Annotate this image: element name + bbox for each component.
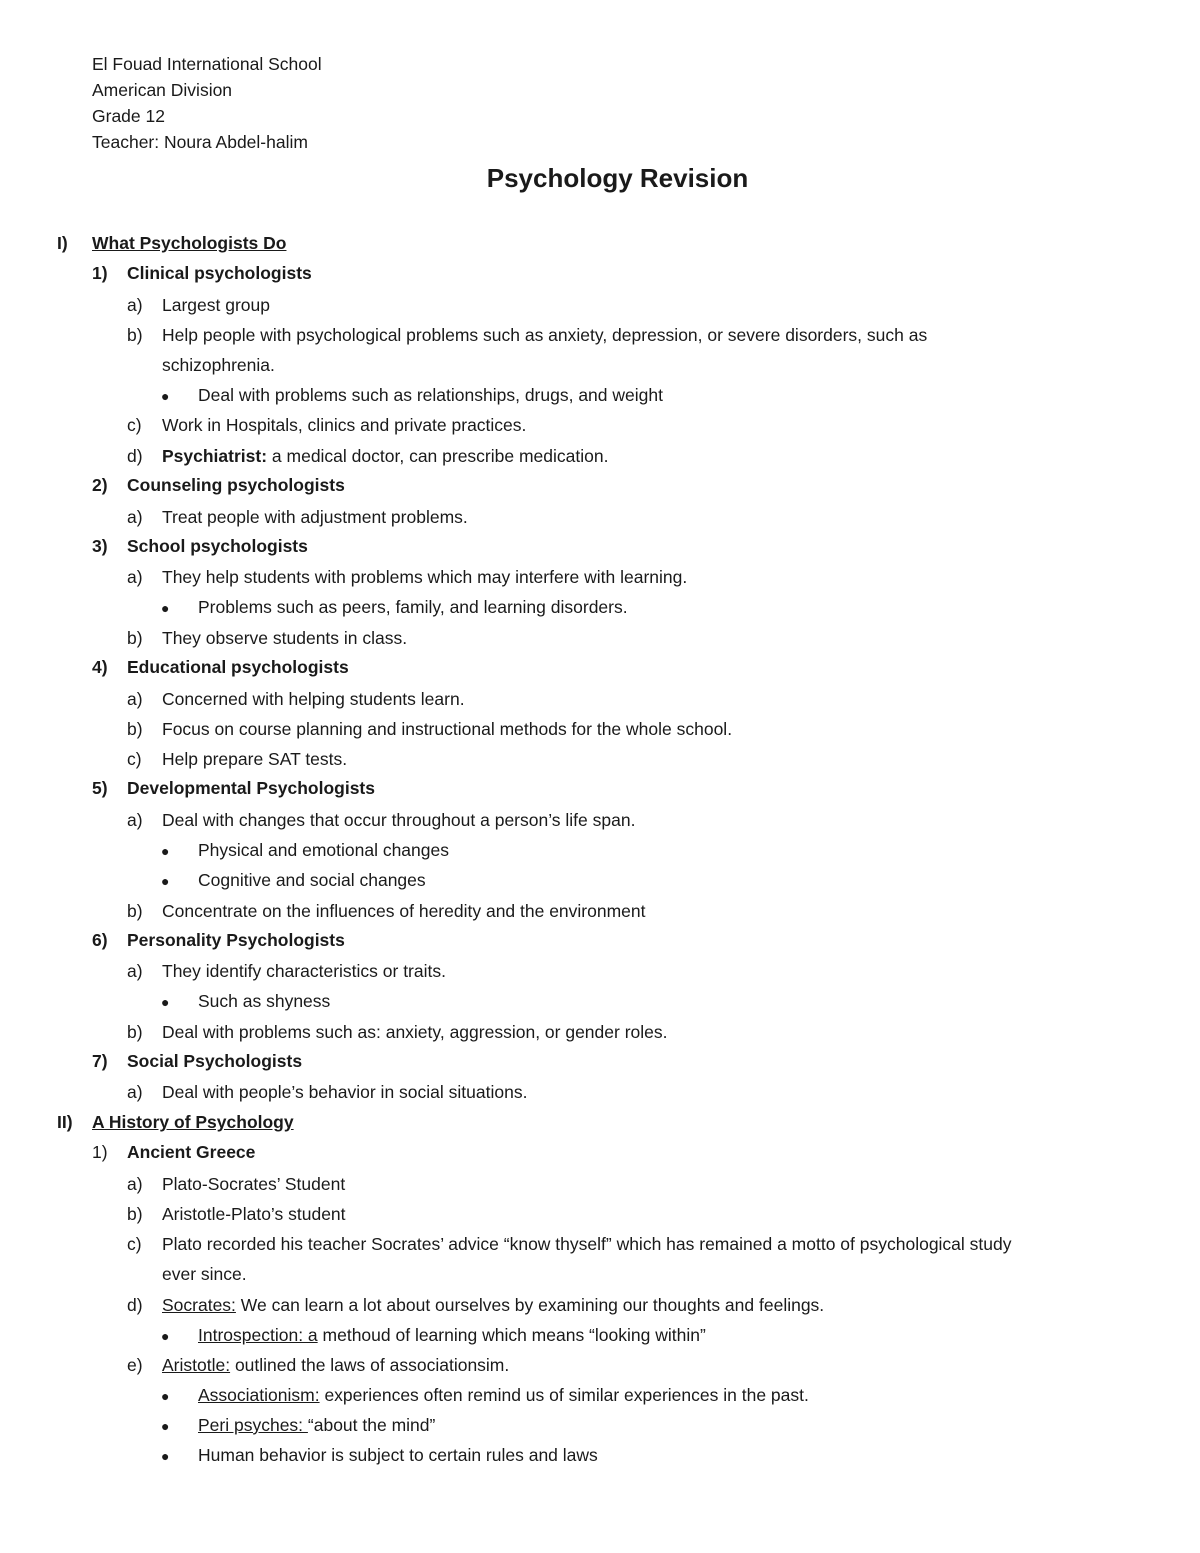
list-marker: c) xyxy=(127,415,142,435)
section-heading: What Psychologists Do xyxy=(92,233,287,253)
bullet-item xyxy=(198,1387,809,1405)
list-marker: b) xyxy=(127,719,143,739)
bullet-item: Human behavior is subject to certain rules and laws xyxy=(198,1445,598,1465)
bullet-icon: ● xyxy=(161,600,170,616)
list-item: Help prepare SAT tests. xyxy=(162,749,348,769)
list-marker: b) xyxy=(127,628,143,648)
term: Introspection: a xyxy=(198,1325,318,1345)
list-item: Concerned with helping students learn. xyxy=(162,689,465,709)
definition: a medical doctor, can prescribe medication. xyxy=(267,446,609,466)
list-item xyxy=(162,1297,824,1315)
term: Peri psyches: xyxy=(198,1415,308,1435)
list-marker: b) xyxy=(127,901,143,921)
list-item-continued: ever since. xyxy=(162,1264,247,1284)
grade-label: Grade 12 xyxy=(92,106,165,126)
item-heading: School psychologists xyxy=(127,536,308,556)
item-heading: Developmental Psychologists xyxy=(127,778,375,798)
item-number: 7) xyxy=(92,1051,108,1071)
list-item xyxy=(162,1357,509,1375)
term: Psychiatrist: xyxy=(162,446,268,466)
term: Aristotle: xyxy=(162,1355,231,1375)
definition: experiences often remind us of similar experiences in the past. xyxy=(319,1385,809,1405)
term: Socrates: xyxy=(162,1295,236,1315)
school-name: El Fouad International School xyxy=(92,54,322,74)
bullet-item: Cognitive and social changes xyxy=(198,870,426,890)
item-heading: Social Psychologists xyxy=(127,1051,303,1071)
list-marker: d) xyxy=(127,446,143,466)
bullet-item xyxy=(198,1417,435,1435)
list-marker: a) xyxy=(127,295,143,315)
list-item: They observe students in class. xyxy=(162,628,408,648)
list-marker: a) xyxy=(127,810,143,830)
definition: We can learn a lot about ourselves by examining our thoughts and feelings. xyxy=(235,1295,825,1315)
bullet-icon: ● xyxy=(161,843,170,859)
bullet-icon: ● xyxy=(161,1328,170,1344)
list-marker: a) xyxy=(127,507,143,527)
definition: “about the mind” xyxy=(307,1415,436,1435)
list-item: Work in Hospitals, clinics and private practices. xyxy=(162,415,527,435)
item-heading: Educational psychologists xyxy=(127,657,349,677)
definition: methoud of learning which means “looking within” xyxy=(317,1325,706,1345)
bullet-icon: ● xyxy=(161,994,170,1010)
list-item: Focus on course planning and instructional methods for the whole school. xyxy=(162,719,733,739)
list-item: They help students with problems which may interfere with learning. xyxy=(162,567,688,587)
list-item: They identify characteristics or traits. xyxy=(162,961,446,981)
list-marker: c) xyxy=(127,1234,142,1254)
list-item: Deal with people’s behavior in social situations. xyxy=(162,1082,528,1102)
item-number: 4) xyxy=(92,657,108,677)
term: Associationism: xyxy=(198,1385,320,1405)
section-heading: A History of Psychology xyxy=(92,1112,294,1132)
bullet-icon: ● xyxy=(161,1418,170,1434)
item-heading: Clinical psychologists xyxy=(127,263,312,283)
teacher-name: Teacher: Noura Abdel-halim xyxy=(92,132,308,152)
list-marker: a) xyxy=(127,689,143,709)
list-marker: a) xyxy=(127,1174,143,1194)
bullet-item: Physical and emotional changes xyxy=(198,840,449,860)
item-number: 6) xyxy=(92,930,108,950)
bullet-item xyxy=(198,1327,706,1345)
list-item: Aristotle-Plato’s student xyxy=(162,1204,346,1224)
bullet-icon: ● xyxy=(161,1448,170,1464)
bullet-icon: ● xyxy=(161,1388,170,1404)
list-item: Deal with problems such as: anxiety, aggression, or gender roles. xyxy=(162,1022,668,1042)
list-marker: b) xyxy=(127,325,143,345)
item-number: 1) xyxy=(92,1142,108,1162)
list-item: Plato recorded his teacher Socrates’ advice “know thyself” which has remained a motto of psychological study xyxy=(162,1234,1012,1254)
list-item-continued: schizophrenia. xyxy=(162,355,275,375)
bullet-icon: ● xyxy=(161,388,170,404)
list-item: Plato-Socrates’ Student xyxy=(162,1174,346,1194)
item-heading: Counseling psychologists xyxy=(127,475,345,495)
item-heading: Personality Psychologists xyxy=(127,930,345,950)
list-marker: c) xyxy=(127,749,142,769)
list-marker: a) xyxy=(127,1082,143,1102)
item-number: 3) xyxy=(92,536,108,556)
list-item: Concentrate on the influences of heredity and the environment xyxy=(162,901,646,921)
list-item: Largest group xyxy=(162,295,270,315)
list-item: Treat people with adjustment problems. xyxy=(162,507,468,527)
item-heading: Ancient Greece xyxy=(127,1142,256,1162)
list-marker: a) xyxy=(127,567,143,587)
list-item xyxy=(162,448,608,466)
list-item: Deal with changes that occur throughout a person’s life span. xyxy=(162,810,636,830)
item-number: 2) xyxy=(92,475,108,495)
list-marker: d) xyxy=(127,1295,143,1315)
list-marker: a) xyxy=(127,961,143,981)
list-item: Help people with psychological problems such as anxiety, depression, or severe disorders, such as xyxy=(162,325,928,345)
bullet-icon: ● xyxy=(161,873,170,889)
bullet-item: Problems such as peers, family, and learning disorders. xyxy=(198,597,628,617)
page-title: Psychology Revision xyxy=(486,163,749,193)
bullet-item: Such as shyness xyxy=(198,991,331,1011)
definition: outlined the laws of associationsim. xyxy=(230,1355,510,1375)
bullet-item: Deal with problems such as relationships, drugs, and weight xyxy=(198,385,663,405)
division-name: American Division xyxy=(92,80,233,100)
item-number: 1) xyxy=(92,263,108,283)
list-marker: b) xyxy=(127,1022,143,1042)
item-number: 5) xyxy=(92,778,108,798)
section-numeral: I) xyxy=(57,233,68,253)
list-marker: e) xyxy=(127,1355,143,1375)
list-marker: b) xyxy=(127,1204,143,1224)
section-numeral: II) xyxy=(57,1112,73,1132)
